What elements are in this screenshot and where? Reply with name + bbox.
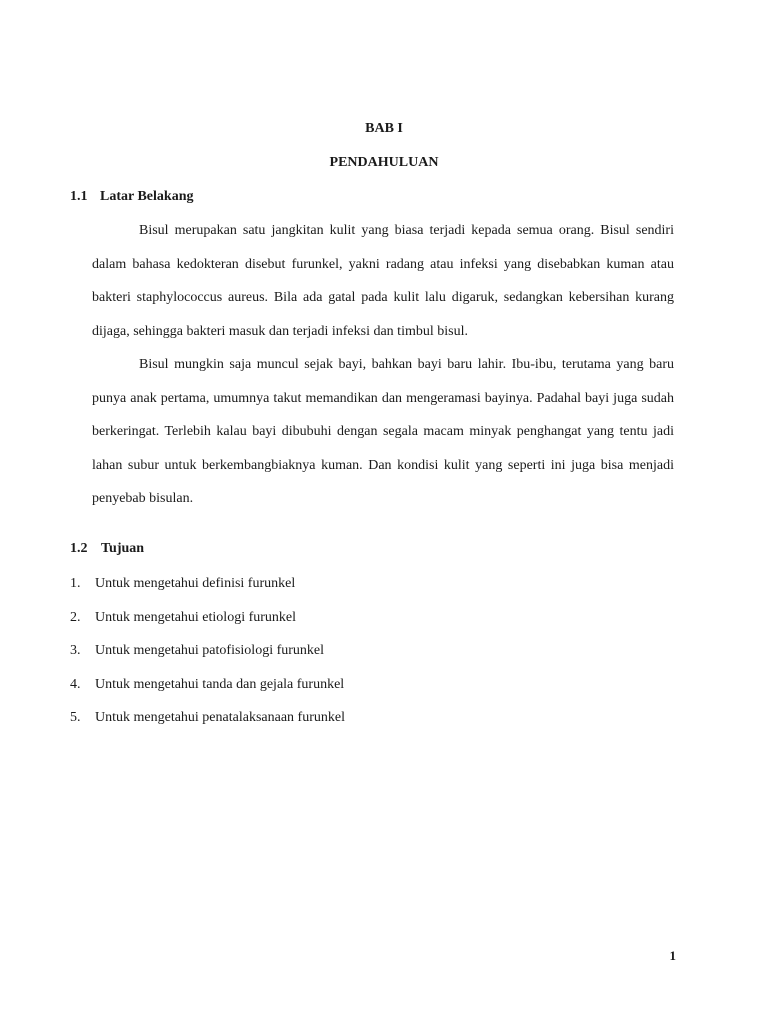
list-item-number: 4.	[70, 676, 81, 692]
list-item-number: 3.	[70, 643, 81, 659]
section-heading-tujuan	[70, 541, 144, 557]
paragraph-1	[92, 214, 674, 348]
list-item-text: Untuk mengetahui definisi furunkel	[95, 576, 296, 591]
page-number: 1	[669, 948, 676, 963]
section-heading-latar-belakang	[70, 189, 193, 205]
paragraph-2	[92, 348, 674, 516]
list-item	[70, 567, 345, 601]
section-title: Latar Belakang	[100, 189, 194, 204]
list-item-number: 2.	[70, 609, 81, 625]
section-number: 1.2	[70, 541, 88, 556]
list-item	[70, 701, 345, 735]
paragraph-text: Bisul merupakan satu jangkitan kulit yang biasa terjadi kepada semua orang. Bisul sendiri dalam bahasa kedokteran disebut furunkel, yakni radang atau infeksi yang disebabkan kuman atau bakteri staphylococcus aureus. Bila ada gatal pada kulit lalu digaruk, sedangkan kebersihan kurang dijaga, sehingga bakteri masuk dan terjadi infeksi dan timbul bisul.	[92, 223, 674, 339]
list-item-number: 5.	[70, 710, 81, 726]
section-title: Tujuan	[101, 541, 145, 556]
section-number: 1.1	[70, 189, 88, 204]
list-item	[70, 634, 345, 668]
list-item-text: Untuk mengetahui etiologi furunkel	[95, 609, 297, 625]
objectives-list	[70, 567, 345, 735]
list-item	[70, 668, 345, 702]
list-item-number: 1.	[70, 576, 81, 591]
list-item-text: Untuk mengetahui patofisiologi furunkel	[95, 643, 325, 659]
paragraph-text: Bisul mungkin saja muncul sejak bayi, bahkan bayi baru lahir. Ibu-ibu, terutama yang baru punya anak pertama, umumnya takut memandikan dan mengeramasi bayinya. Padahal bayi juga sudah berkeringat. Terlebih kalau bayi dibubuhi dengan segala macam minyak penghangat yang tentu jadi lahan subur untuk berkembangbiaknya kuman. Dan kondisi kulit yang seperti ini juga bisa menjadi penyebab bisulan.	[92, 357, 674, 507]
list-item	[70, 601, 345, 635]
list-item-text: Untuk mengetahui tanda dan gejala furunkel	[95, 676, 345, 692]
chapter-title: PENDAHULUAN	[329, 155, 439, 170]
list-item-text: Untuk mengetahui penatalaksanaan furunkel	[95, 710, 345, 726]
chapter-number: BAB I	[365, 121, 403, 136]
